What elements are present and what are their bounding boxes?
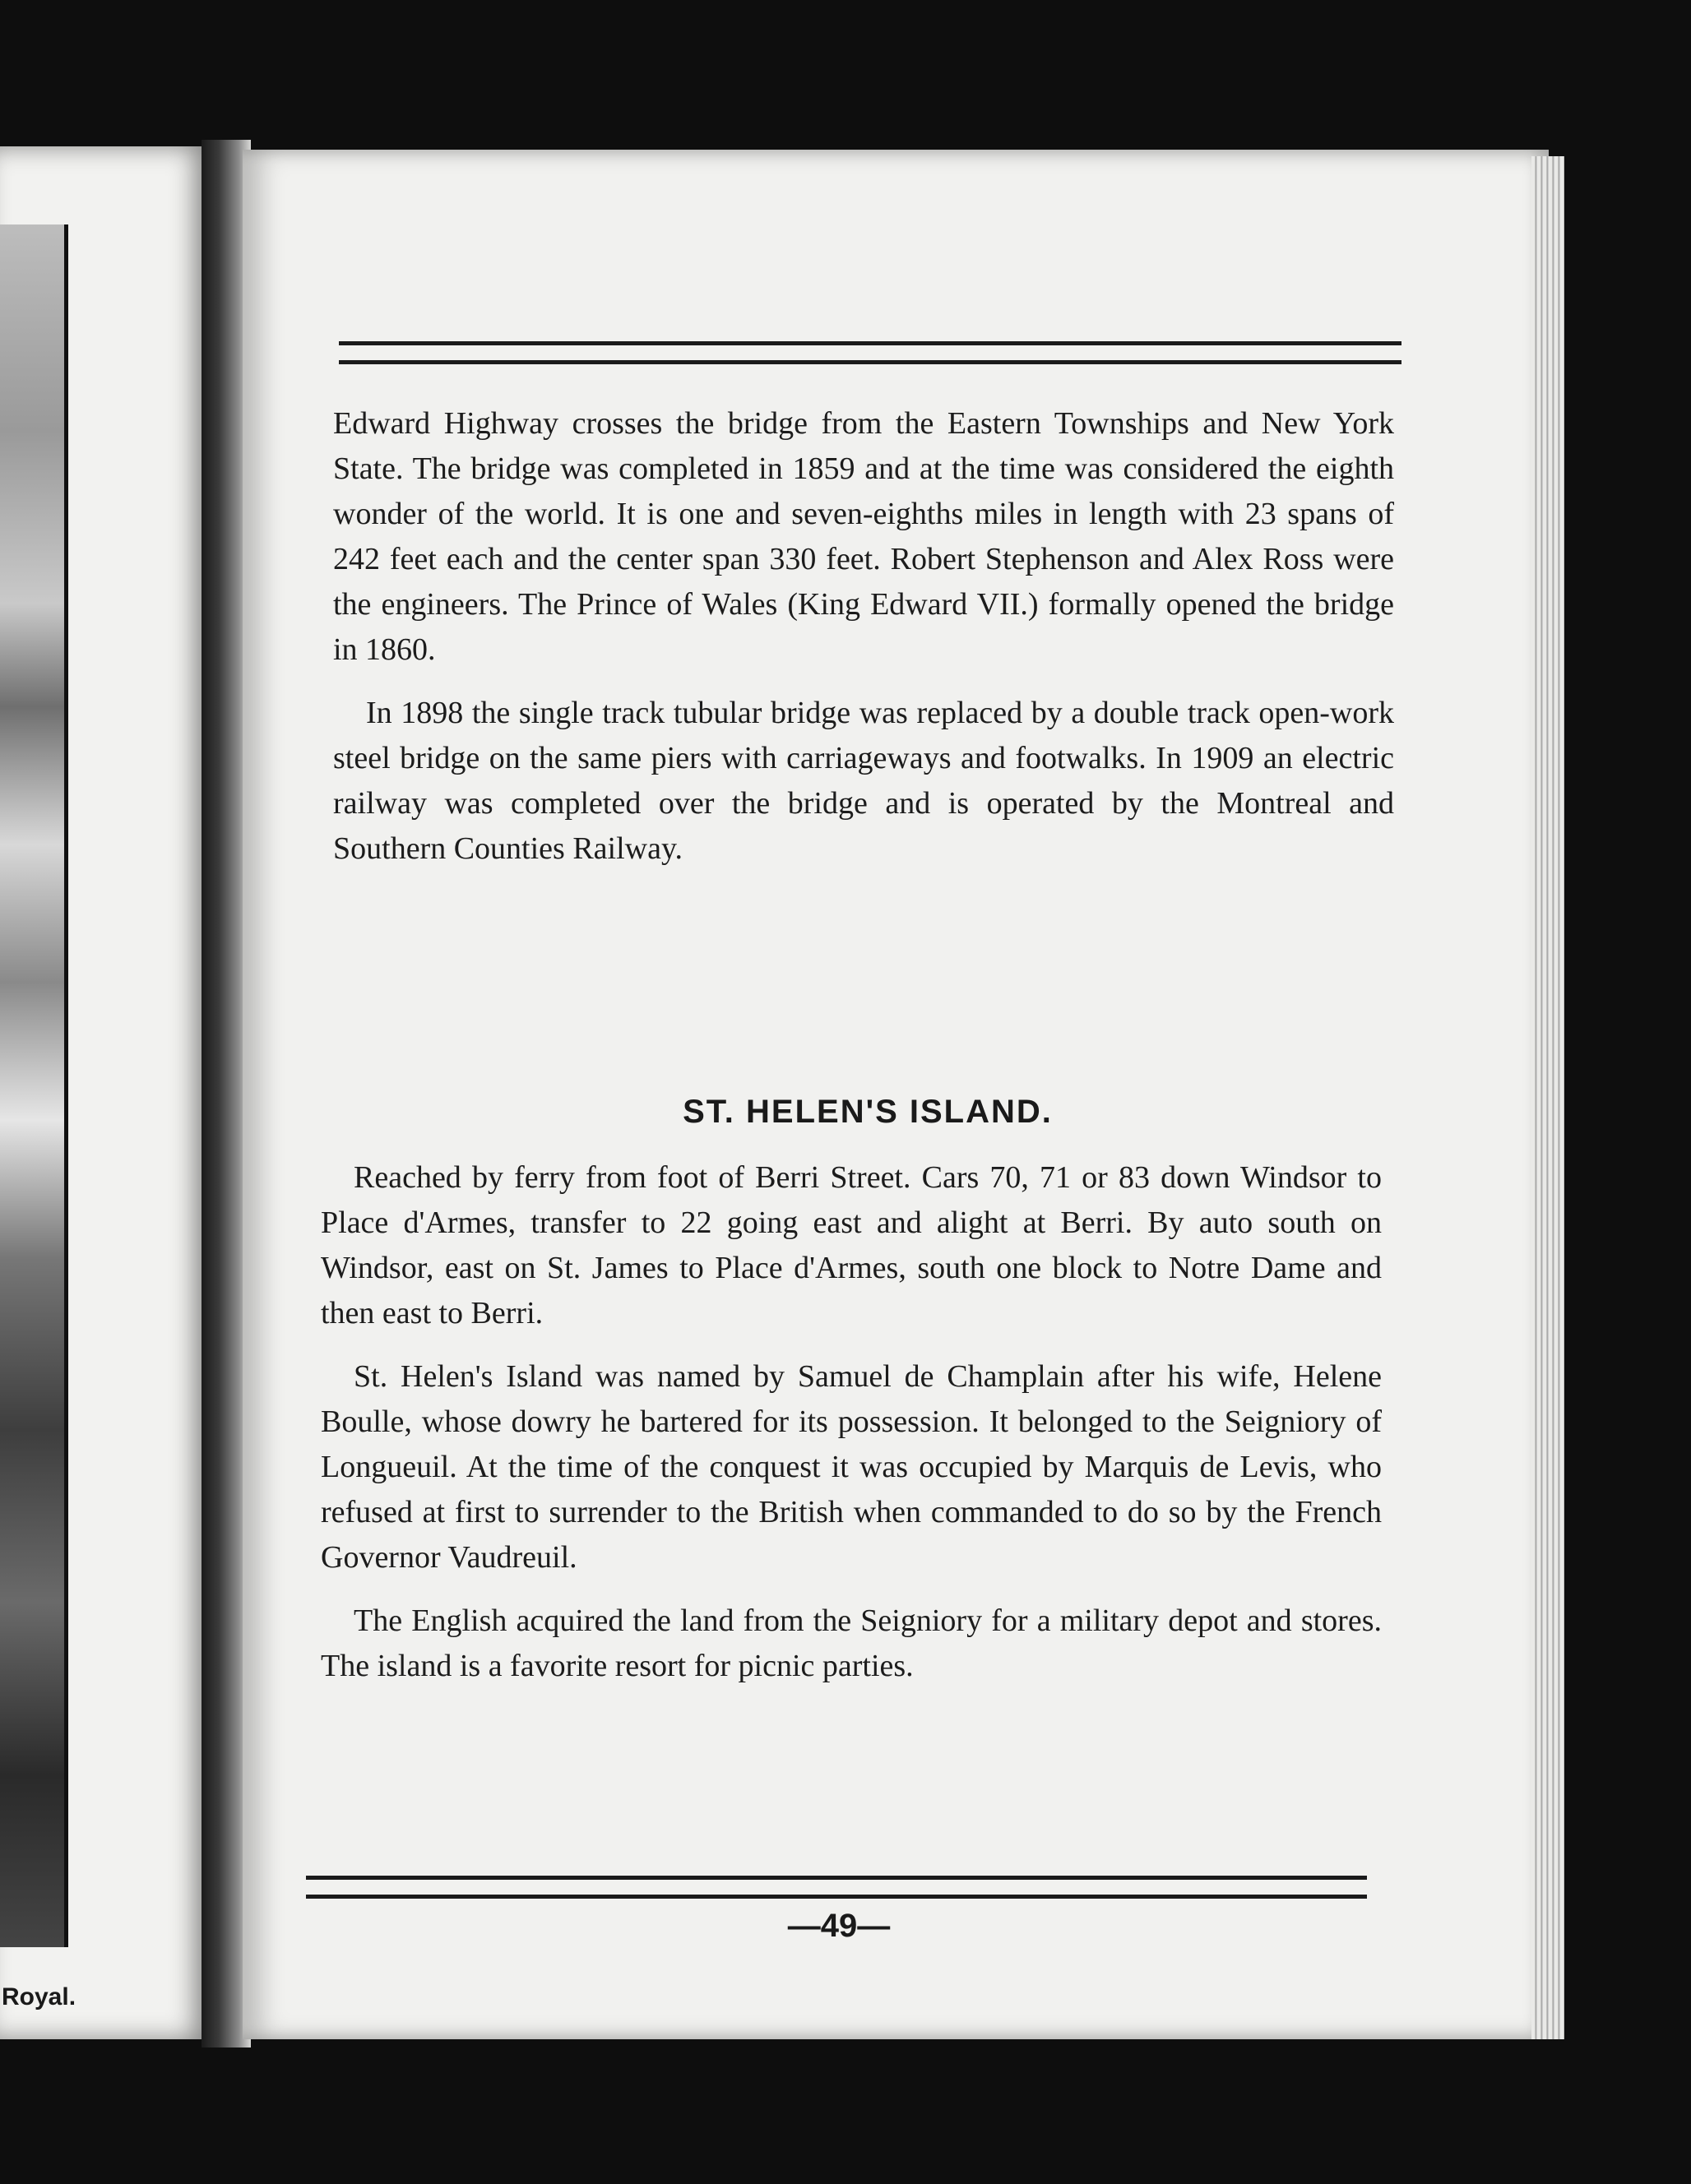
section-heading: ST. HELEN'S ISLAND. <box>683 1094 1053 1130</box>
left-photo-caption: Royal. <box>2 1983 76 2010</box>
st-helens-text-block <box>321 1155 1382 1707</box>
paragraph-directions: Reached by ferry from foot of Berri Street. Cars 70, 71 or 83 down Windsor to Place d'Armes, transfer to 22 going east and alight at Berri. By auto south on Windsor, east on St. James to Place d'Armes, south one block to Notre Dame and then east to Berri. <box>321 1160 1382 1330</box>
bridge-text-block <box>333 401 1394 890</box>
paragraph-military-depot: The English acquired the land from the Seigniory for a military depot and stores. The island is a favorite resort for picnic parties. <box>321 1603 1382 1683</box>
bottom-double-rule <box>306 1876 1367 1899</box>
paragraph-island-history: St. Helen's Island was named by Samuel de Champlain after his wife, Helene Boulle, whose dowry he bartered for its possession. It belonged to the Seigniory of Longueuil. At the time of the conquest it was occupied by Marquis de Levis, who refused at first to surrender to the British when commanded to do so by the French Governor Vaudreuil. <box>321 1359 1382 1575</box>
paragraph-bridge-replacement: In 1898 the single track tubular bridge was replaced by a double track open-work steel bridge on the same piers with carriageways and footwalks. In 1909 an electric railway was completed over the bridge and is operated by the Montreal and Southern Counties Railway. <box>333 696 1394 866</box>
left-page-photograph <box>0 224 68 1947</box>
page-number: —49— <box>787 1908 891 1944</box>
page-edges <box>1531 156 1564 2039</box>
left-page <box>0 146 210 2039</box>
paragraph-bridge-history: Edward Highway crosses the bridge from the Eastern Townships and New York State. The bridge was completed in 1859 and at the time was considered the eighth wonder of the world. It is one and seven-eighths miles in length with 23 spans of 242 feet each and the center span 330 feet. Robert Stephenson and Alex Ross were the engineers. The Prince of Wales (King Edward VII.) formally opened the bridge in 1860. <box>333 406 1394 667</box>
top-double-rule <box>339 341 1401 364</box>
